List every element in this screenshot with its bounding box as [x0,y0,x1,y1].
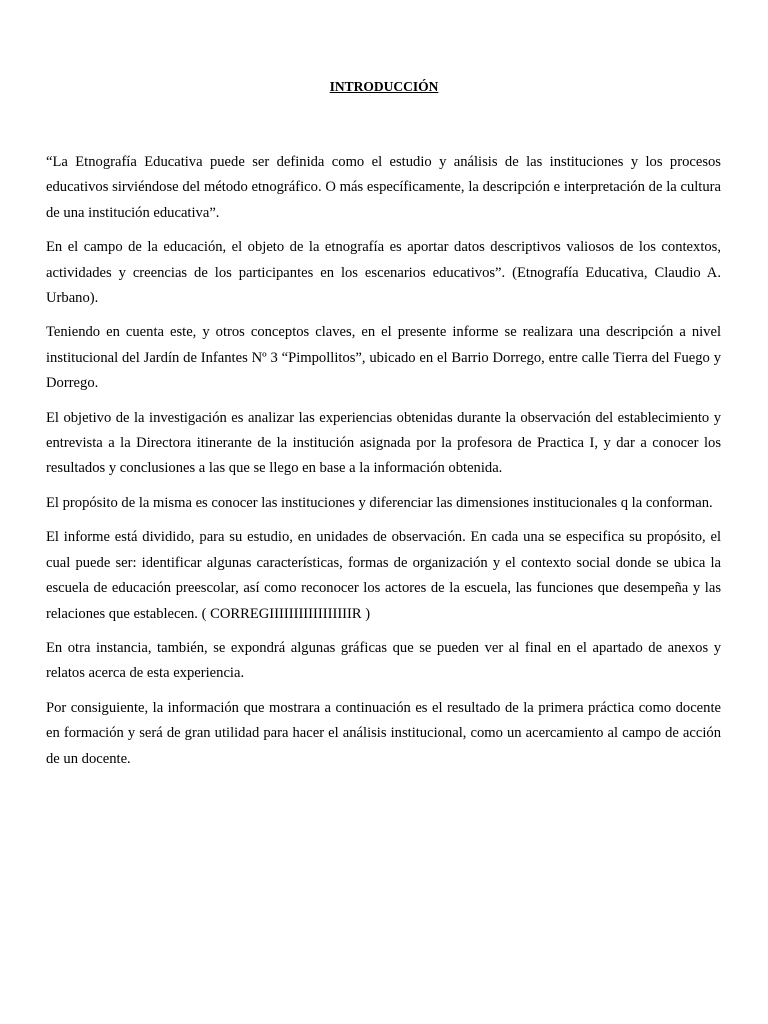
page-title: INTRODUCCIÓN [329,79,439,94]
paragraph-5: El propósito de la misma es conocer las instituciones y diferenciar las dimensiones institucionales q la conforman. [46,494,713,511]
paragraph-8: Por consiguiente, la información que mostrara a continuación es el resultado de la primera práctica como docente en formación y será de gran utilidad para hacer el análisis institucional, como un acercamiento al campo de acción de un docente. [46,699,721,767]
paragraph-6: El informe está dividido, para su estudio, en unidades de observación. En cada una se especifica su propósito, el cual puede ser: identificar algunas características, formas de organización y el contexto social donde se ubica la escuela de educación preescolar, así como reconocer los actores de la escuela, las funciones que desempeña y las relaciones que establecen. ( CORREGIIIIIIIIIIIIIIIIIR ) [46,529,721,622]
paragraph-2: En el campo de la educación, el objeto de la etnografía es aportar datos descriptivos valiosos de los contextos, actividades y creencias de los participantes en los escenarios educativos”. (Etnografía Educativa, Claudio A. Urbano). [46,239,721,307]
paragraph-7: En otra instancia, también, se expondrá algunas gráficas que se pueden ver al final en el apartado de anexos y relatos acerca de esta experiencia. [46,639,721,682]
paragraph-3: Teniendo en cuenta este, y otros conceptos claves, en el presente informe se realizara una descripción a nivel institucional del Jardín de Infantes Nº 3 “Pimpollitos”, ubicado en el Barrio Dorrego, entre calle Tierra del Fuego y Dorrego. [46,324,721,392]
document-body [46,150,721,781]
paragraph-1: “La Etnografía Educativa puede ser definida como el estudio y análisis de las instituciones y los procesos educativos sirviéndose del método etnográfico. O más específicamente, la descripción e interpretación de la cultura de una institución educativa”. [46,154,721,221]
paragraph-4: El objetivo de la investigación es analizar las experiencias obtenidas durante la observación del establecimiento y entrevista a la Directora itinerante de la institución asignada por la profesora de Practica I, y dar a conocer los resultados y conclusiones a las que se llego en base a la información obtenida. [46,409,721,477]
